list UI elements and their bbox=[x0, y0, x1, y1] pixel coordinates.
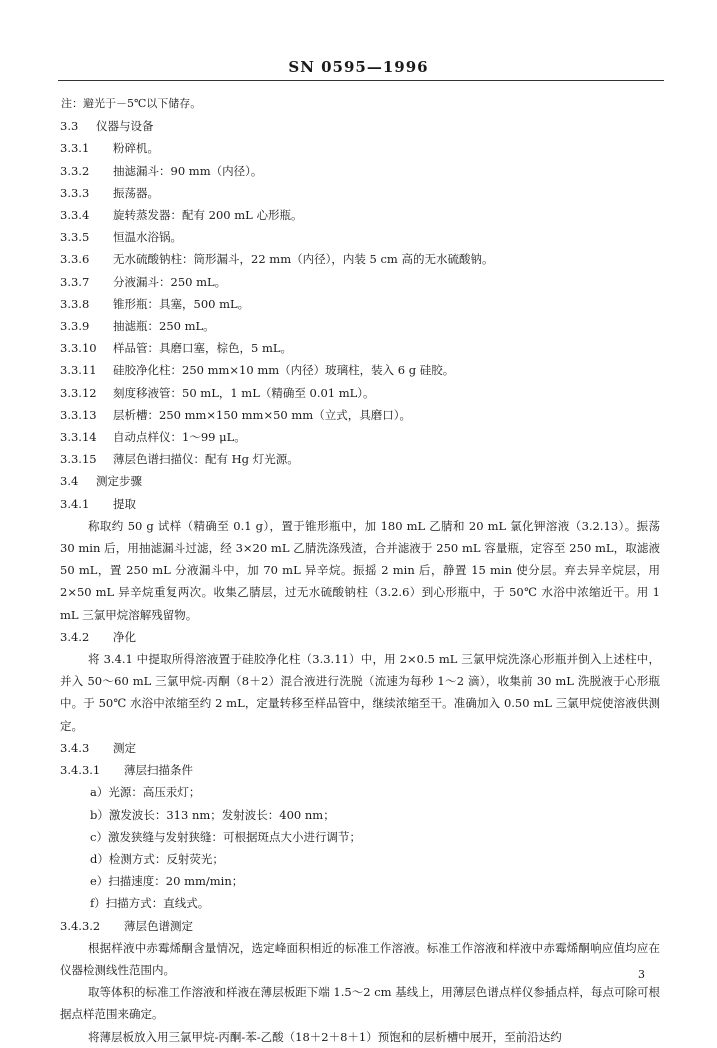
item-text: 分液漏斗：250 mL。 bbox=[113, 274, 227, 289]
item-text: 恒温水浴锅。 bbox=[113, 230, 182, 245]
equipment-item bbox=[60, 160, 660, 182]
subsection-title: 提取 bbox=[113, 496, 136, 511]
section-title: 仪器与设备 bbox=[96, 119, 154, 134]
item-number: 3.3.13 bbox=[60, 407, 97, 422]
item-text: 抽滤瓶：250 mL。 bbox=[113, 319, 215, 334]
section-heading-3-3 bbox=[60, 115, 660, 137]
equipment-item bbox=[60, 293, 660, 315]
equipment-item bbox=[60, 426, 660, 448]
item-number: 3.3.15 bbox=[60, 452, 97, 467]
item-text: 无水硫酸钠柱：筒形漏斗，22 mm（内径），内装 5 cm 高的无水硫酸钠。 bbox=[113, 252, 494, 267]
equipment-list bbox=[60, 137, 660, 470]
item-text: 振荡器。 bbox=[113, 185, 159, 200]
equipment-item bbox=[60, 359, 660, 381]
item-number: 3.3.6 bbox=[60, 252, 90, 267]
section-number: 3.3 bbox=[60, 119, 79, 134]
scan-condition-item: f）扫描方式：直线式。 bbox=[90, 896, 210, 911]
document-body bbox=[60, 93, 660, 1048]
scan-conditions-list bbox=[60, 781, 660, 914]
extraction-paragraph: 称取约 50 g 试样（精确至 0.1 g），置于锥形瓶中，加 180 mL 乙腈和 20 mL 氯化钾溶液（3.2.13）。振荡 30 min 后，用抽滤漏斗过滤，经 3×20 mL 乙腈洗涤残渣，合并滤液于 250 mL 容量瓶，定容至 250 mL，取滤液 50 mL，置 250 mL 分液漏斗中，加 70 mL 异辛烷。振摇 2 min 后，静置 15 min 使分层。弃去异辛烷层，用 2×50 mL 异辛烷重复两次。收集乙腈层，过无水硫酸钠柱（3.2.6）到心形瓶中，于 50℃ 水浴中浓缩近干。用 1 mL 三氯甲烷溶解残留物。 bbox=[60, 518, 660, 622]
section-title: 测定步骤 bbox=[96, 474, 142, 489]
item-number: 3.3.14 bbox=[60, 430, 97, 445]
item-number: 3.3.1 bbox=[60, 141, 90, 156]
item-number: 3.3.11 bbox=[60, 363, 97, 378]
section-heading-3-4 bbox=[60, 470, 660, 492]
cleanup-paragraph: 将 3.4.1 中提取所得溶液置于硅胶净化柱（3.3.11）中，用 2×0.5 mL 三氯甲烷洗涤心形瓶并倒入上述柱中，并入 50～60 mL 三氯甲烷-丙酮（8＋2）混合液进行洗脱（流速为每秒 1～2 滴），收集前 30 mL 洗脱液于心形瓶中。于 50℃ 水浴中浓缩至约 2 mL，定量转移至样品管中，继续浓缩至干。准确加入 0.50 mL 三氯甲烷使溶液供测定。 bbox=[60, 652, 660, 733]
scan-condition-item: e）扫描速度：20 mm/min； bbox=[90, 874, 244, 889]
equipment-item bbox=[60, 448, 660, 470]
item-number: 3.3.8 bbox=[60, 296, 90, 311]
subsection-number: 3.4.2 bbox=[60, 629, 90, 644]
subsection-heading-3-4-1 bbox=[60, 493, 660, 515]
subsection-heading-3-4-3 bbox=[60, 737, 660, 759]
subsection-heading-3-4-3-2 bbox=[60, 915, 660, 937]
subsection-number: 3.4.3 bbox=[60, 740, 90, 755]
tlc-paragraph-3: 将薄层板放入用三氯甲烷-丙酮-苯-乙酸（18＋2＋8＋1）预饱和的层析槽中展开，至前沿达约 bbox=[88, 1029, 562, 1044]
equipment-item bbox=[60, 137, 660, 159]
tlc-paragraph-2: 取等体积的标准工作溶液和样液在薄层板距下端 1.5～2 cm 基线上，用薄层色谱点样仪参插点样，每点可除可根据点样范围来确定。 bbox=[60, 985, 660, 1022]
equipment-item bbox=[60, 226, 660, 248]
item-text: 层析槽：250 mm×150 mm×50 mm（立式，具磨口）。 bbox=[113, 407, 411, 422]
equipment-item bbox=[60, 382, 660, 404]
item-number: 3.3.4 bbox=[60, 208, 90, 223]
subsection-number: 3.4.3.2 bbox=[60, 918, 101, 933]
item-text: 旋转蒸发器：配有 200 mL 心形瓶。 bbox=[113, 208, 303, 223]
section-number: 3.4 bbox=[60, 474, 79, 489]
item-text: 粉碎机。 bbox=[113, 141, 159, 156]
item-text: 锥形瓶：具塞，500 mL。 bbox=[113, 296, 250, 311]
item-number: 3.3.2 bbox=[60, 163, 90, 178]
subsection-heading-3-4-2 bbox=[60, 626, 660, 648]
equipment-item bbox=[60, 182, 660, 204]
item-text: 薄层色谱扫描仪：配有 Hg 灯光源。 bbox=[113, 452, 299, 467]
subsection-number: 3.4.3.1 bbox=[60, 763, 101, 778]
subsection-title: 净化 bbox=[113, 629, 136, 644]
subsection-number: 3.4.1 bbox=[60, 496, 90, 511]
standard-header: SN 0595—1996 bbox=[288, 58, 429, 76]
item-number: 3.3.3 bbox=[60, 185, 90, 200]
item-number: 3.3.10 bbox=[60, 341, 97, 356]
item-text: 抽滤漏斗：90 mm（内径）。 bbox=[113, 163, 263, 178]
tlc-paragraph-1: 根据样液中赤霉烯酮含量情况，选定峰面积相近的标准工作溶液。标准工作溶液和样液中赤霉烯酮响应值均应在仪器检测线性范围内。 bbox=[60, 940, 660, 977]
subsection-heading-3-4-3-1 bbox=[60, 759, 660, 781]
item-number: 3.3.9 bbox=[60, 319, 90, 334]
item-number: 3.3.12 bbox=[60, 385, 97, 400]
scan-condition-item: d）检测方式：反射荧光； bbox=[90, 851, 224, 866]
scan-condition-item: b）激发波长：313 nm；发射波长：400 nm； bbox=[90, 807, 335, 822]
equipment-item bbox=[60, 315, 660, 337]
item-number: 3.3.5 bbox=[60, 230, 90, 245]
equipment-item bbox=[60, 337, 660, 359]
storage-note: 注：避光于－5℃以下储存。 bbox=[61, 97, 202, 110]
subsection-title: 测定 bbox=[113, 740, 136, 755]
subsection-title: 薄层色谱测定 bbox=[124, 918, 193, 933]
header-rule bbox=[58, 80, 664, 81]
item-text: 自动点样仪：1～99 μL。 bbox=[113, 430, 246, 445]
item-number: 3.3.7 bbox=[60, 274, 90, 289]
item-text: 刻度移液管：50 mL，1 mL（精确至 0.01 mL）。 bbox=[113, 385, 375, 400]
equipment-item bbox=[60, 271, 660, 293]
subsection-title: 薄层扫描条件 bbox=[124, 763, 193, 778]
item-text: 硅胶净化柱：250 mm×10 mm（内径）玻璃柱，装入 6 g 硅胶。 bbox=[113, 363, 455, 378]
equipment-item bbox=[60, 248, 660, 270]
page-number: 3 bbox=[638, 968, 645, 981]
equipment-item bbox=[60, 404, 660, 426]
item-text: 样品管：具磨口塞，棕色，5 mL。 bbox=[113, 341, 293, 356]
scan-condition-item: a）光源：高压汞灯； bbox=[90, 785, 201, 800]
equipment-item bbox=[60, 204, 660, 226]
scan-condition-item: c）激发狭缝与发射狭缝：可根据斑点大小进行调节； bbox=[90, 829, 361, 844]
